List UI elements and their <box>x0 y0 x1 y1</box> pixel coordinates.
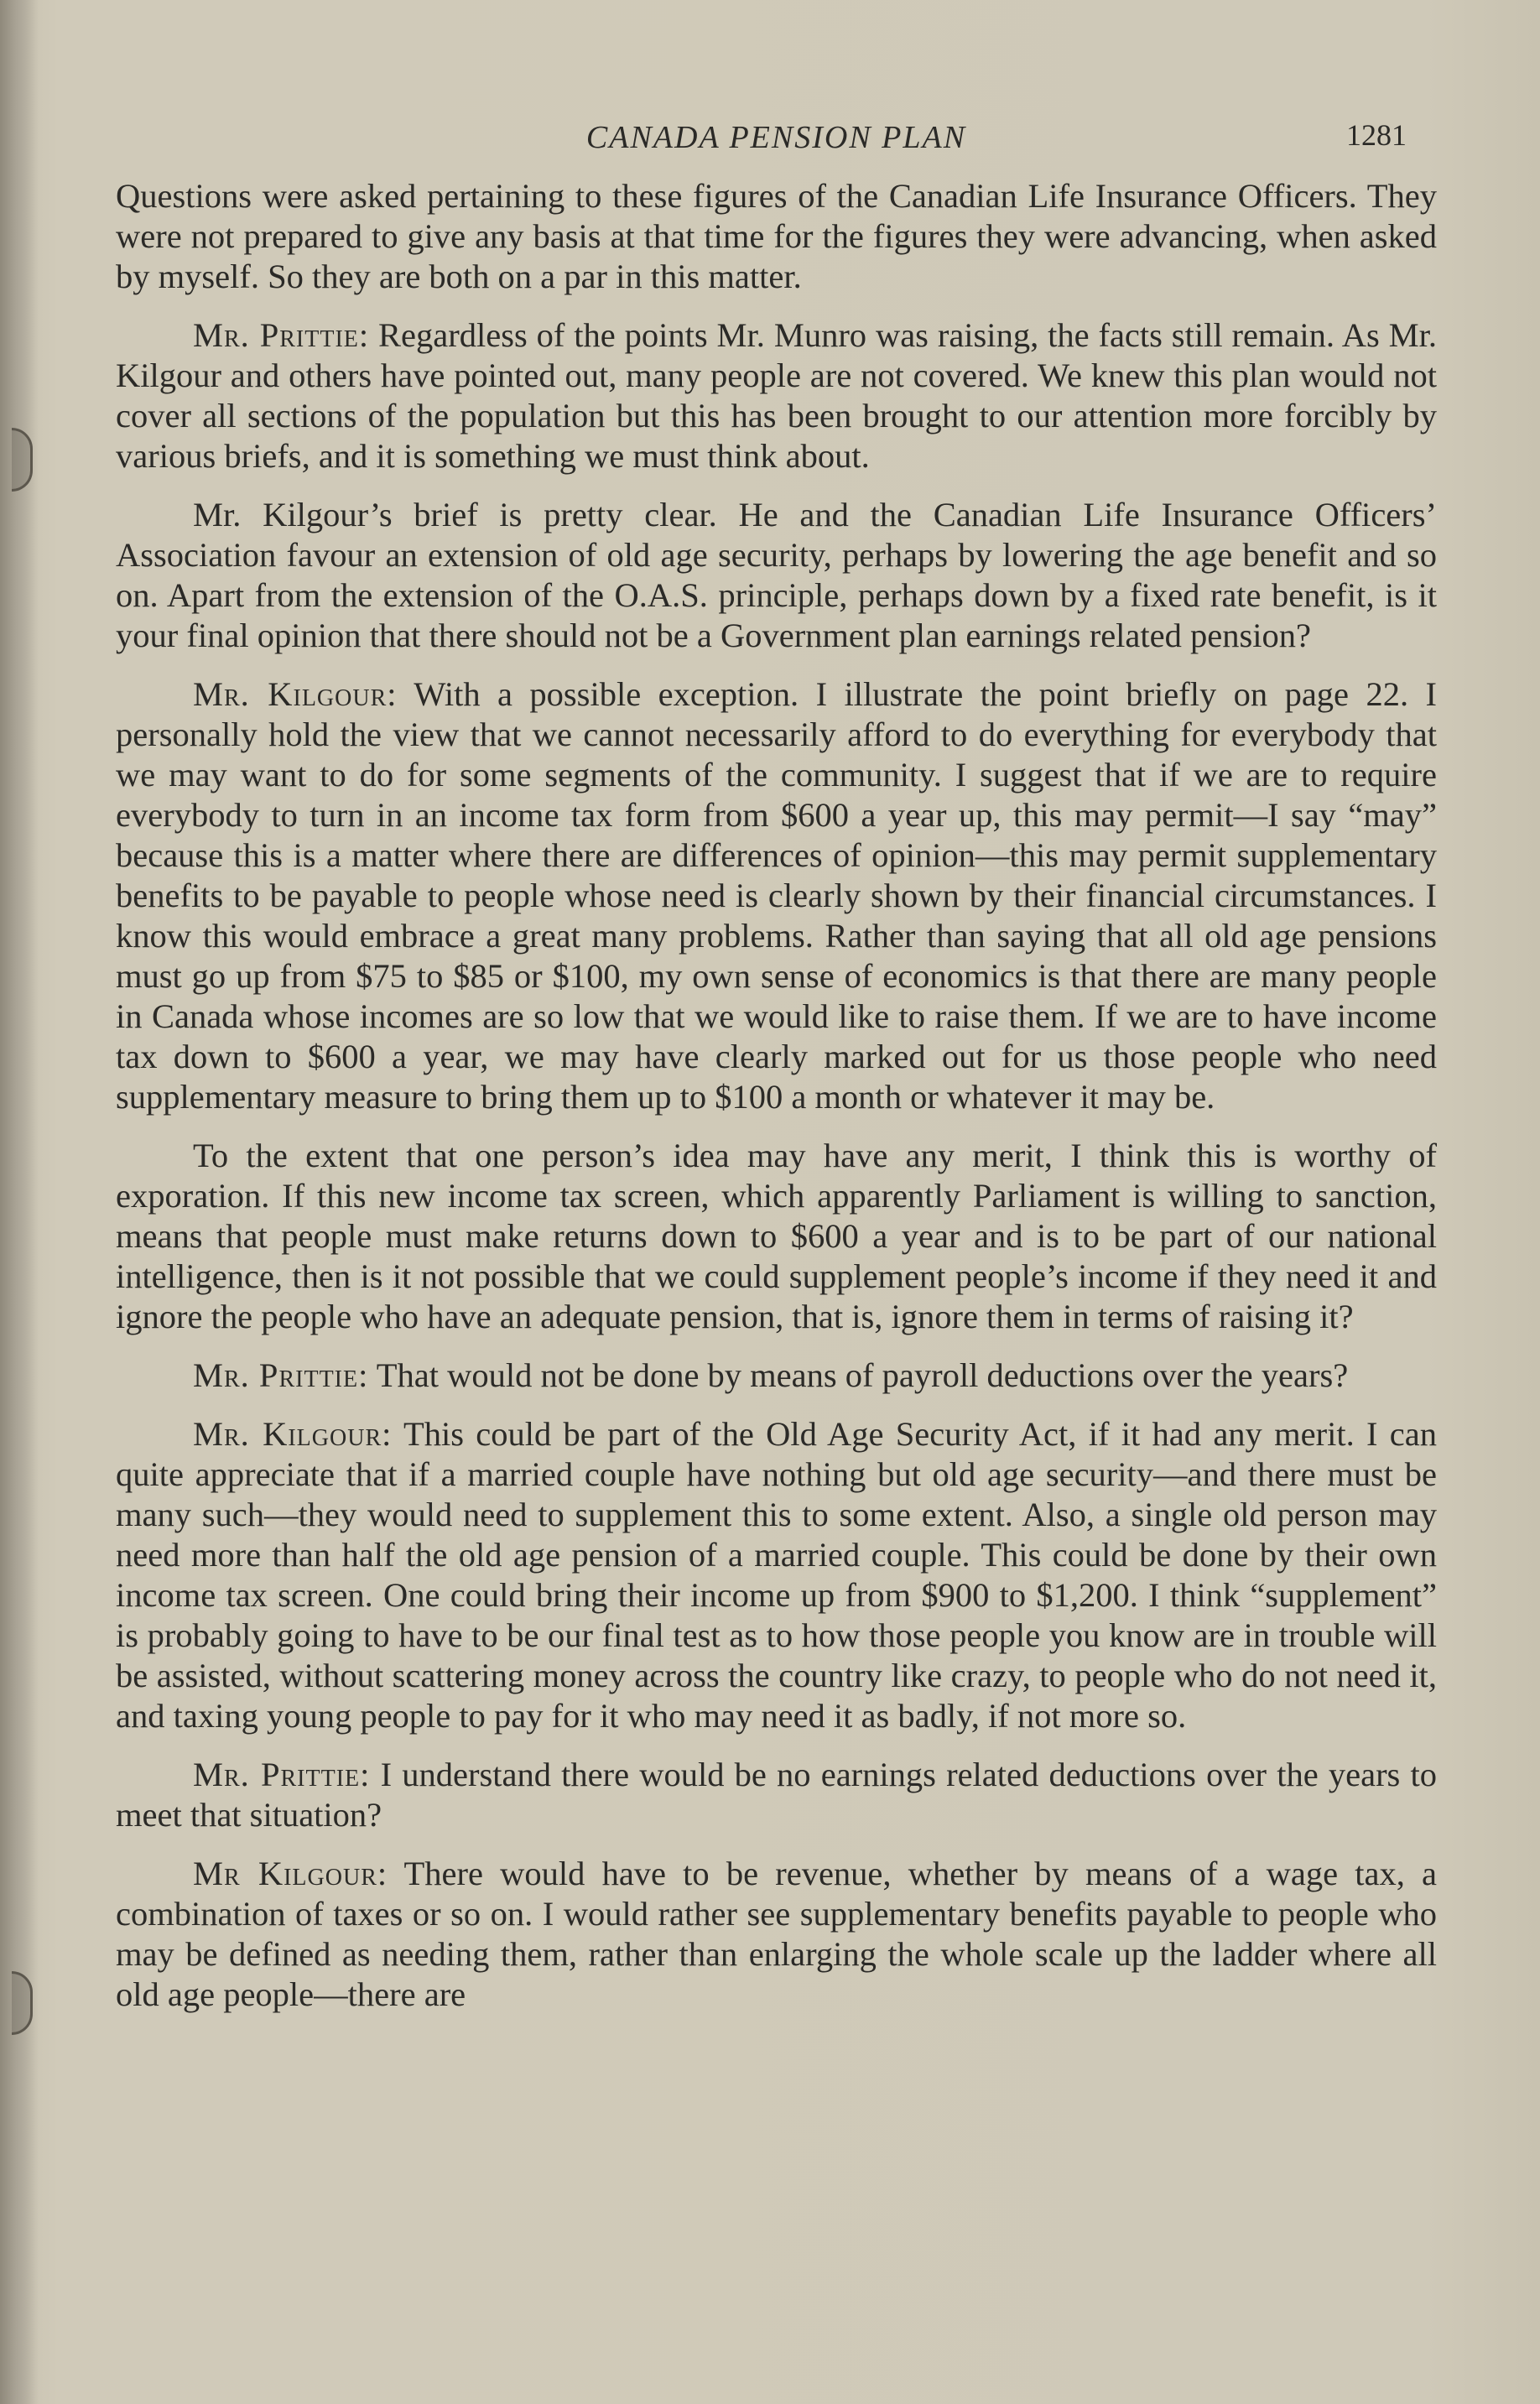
paragraph <box>116 315 1437 476</box>
paragraph <box>116 674 1437 1117</box>
paragraph-text: Mr. Kilgour’s brief is pretty clear. He and the Canadian Life Insurance Officers’ Association favour an extension of old age security, perhaps by lowering the age benefit and so on. Apart from the extension of the O.A.S. principle, perhaps down by a fixed rate benefit, is it your final opinion that there should not be a Government plan earnings related pension? <box>116 496 1437 654</box>
book-spine <box>0 0 39 2404</box>
running-head: CANADA PENSION PLAN <box>585 120 967 155</box>
paragraph <box>116 1854 1437 2015</box>
paragraph-text: I understand there would be no earnings related deductions over the years to meet that situation? <box>116 1756 1437 1834</box>
paragraph-text: Regardless of the points Mr. Munro was raising, the facts still remain. As Mr. Kilgour and others have pointed out, many people are not covered. We knew this plan would not cover all sections of the population but this has been brought to our attention more forcibly by various briefs, and it is something we must think about. <box>116 316 1437 475</box>
paragraph <box>116 1136 1437 1337</box>
paragraph <box>116 1755 1437 1835</box>
page-header <box>116 109 1437 176</box>
paragraph <box>116 176 1437 297</box>
page-content <box>116 109 1437 2033</box>
speaker-name: Mr. Prittie: <box>193 1756 371 1793</box>
paragraph-text: This could be part of the Old Age Security Act, if it had any merit. I can quite appreciate that if a married couple have nothing but old age security—and there must be many such—they would need to supplement this to some extent. Also, a single old person may need more than half the old age pension of a married couple. This could be done by their own income tax screen. One could bring their income up from $900 to $1,200. I think “supplement” is probably going to have to be our final test as to how those people you know are in trouble will be assisted, without scattering money across the country like crazy, to people who do not need it, and taxing young people to pay for it who may need it as badly, if not more so. <box>116 1415 1437 1735</box>
speaker-name: Mr. Kilgour: <box>193 1415 393 1453</box>
speaker-name: Mr. Prittie: <box>193 316 370 354</box>
paragraph-text: With a possible exception. I illustrate the point briefly on page 22. I personally hold the view that we cannot necessarily afford to do everything for everybody that we may want to do for some segments of the community. I suggest that if we are to require everybody to turn in an income tax form from $600 a year up, this may permit—I say “may” because this is a matter where there are differences of opinion—this may permit supplementary benefits to be payable to people whose need is clearly shown by their financial circumstances. I know this would embrace a great many problems. Rather than saying that all old age pensions must go up from $75 to $85 or $100, my own sense of economics is that there are many people in Canada whose incomes are so low that we would like to raise them. If we are to have income tax down to $600 a year, we may have clearly marked out for us those people who need supplementary measure to bring them up to $100 a month or whatever it may be. <box>116 675 1438 1116</box>
speaker-name: Mr. Kilgour: <box>193 675 398 713</box>
paragraph <box>116 495 1437 656</box>
speaker-name: Mr. Prittie: <box>193 1356 369 1394</box>
paragraph-text: There would have to be revenue, whether by means of a wage tax, a combination of taxes or so on. I would rather see supplementary benefits payable to people who may be defined as needing them, rather than enlarging the whole scale up the ladder where all old age people—there are <box>116 1855 1438 2013</box>
paragraph <box>116 1356 1437 1396</box>
paragraph-text: To the extent that one person’s idea may have any merit, I think this is worthy of exporation. If this new income tax screen, which apparently Parliament is willing to sanction, means that people must make returns down to $600 a year and is to be part of our national intelligence, then is it not possible that we could supplement people’s income if they need it and ignore the people who have an adequate pension, that is, ignore them in terms of raising it? <box>116 1137 1437 1335</box>
paragraph-text: That would not be done by means of payroll deductions over the years? <box>368 1356 1349 1394</box>
paragraph-text: Questions were asked pertaining to these figures of the Canadian Life Insurance Officers. They were not prepared to give any basis at that time for the figures they were advancing, when asked by myself. So they are both on a par in this matter. <box>116 177 1437 295</box>
page-number: 1281 <box>1346 118 1407 152</box>
paragraph <box>116 1414 1437 1736</box>
speaker-name: Mr Kilgour: <box>193 1855 388 1892</box>
